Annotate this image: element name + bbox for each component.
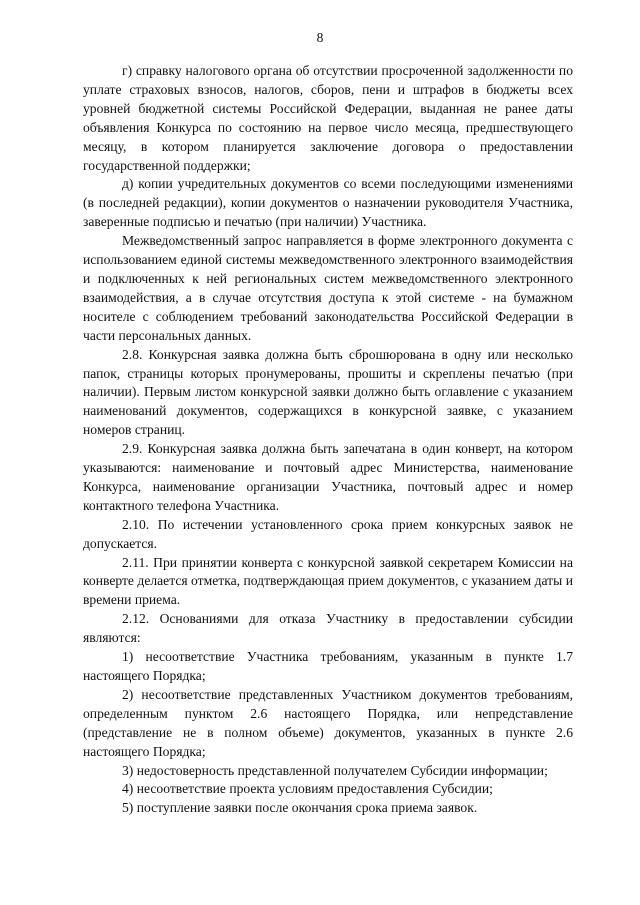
document-body [83,62,573,818]
paragraph-interagency-request: Межведомственный запрос направляется в форме электронного документа с использованием единой системы межведомственного электронного взаимодействия и подключенных к ней региональных систем межведомственного электронного взаимодействия, а в случае отсутствия доступа к этой системе - на бумажном носителе с соблюдением требований законодательства Российской Федерации в части персональных данных. [83,233,573,343]
paragraph-2-8: 2.8. Конкурсная заявка должна быть сброшюрована в одну или несколько папок, страницы которых пронумерованы, прошиты и скреплены печатью (при наличии). Первым листом конкурсной заявки должно быть оглавление с указанием наименований документов, содержащихся в конкурсной заявке, с указанием номеров страниц. [83,346,573,438]
paragraph-2-11: 2.11. При принятии конверта с конкурсной заявкой секретарем Комиссии на конверте делается отметка, подтверждающая прием документов, с указанием даты и времени приема. [83,554,573,608]
paragraph-item-d-founding-documents: д) копии учредительных документов со всеми последующими изменениями (в последней редакции), копии документов о назначении руководителя Участника, заверенные подписью и печатью (при наличии) Участника. [83,176,573,230]
paragraph-2-12: 2.12. Основаниями для отказа Участнику в предоставлении субсидии являются: [83,611,573,646]
list-item-1: 1) несоответствие Участника требованиям, указанным в пункте 1.7 настоящего Порядка; [83,649,573,683]
list-item-5: 5) поступление заявки после окончания срока приема заявок. [122,800,478,816]
list-item-4: 4) несоответствие проекта условиям предоставления Субсидии; [122,781,493,797]
list-item-3: 3) недостоверность представленной получателем Субсидии информации; [122,762,548,778]
page-number: 8 [316,30,324,45]
paragraph-2-10: 2.10. По истечении установленного срока прием конкурсных заявок не допускается. [83,516,573,551]
paragraph-2-9: 2.9. Конкурсная заявка должна быть запечатана в один конверт, на котором указываются: наименование и почтовый адрес Министерства, наименование Конкурса, наименование организации Участника, почтовый адрес и номер контактного телефона Участника. [83,441,573,513]
paragraph-item-g-tax-certificate: г) справку налогового органа об отсутствии просроченной задолженности по уплате страховых взносов, налогов, сборов, пени и штрафов в бюджеты всех уровней бюджетной системы Российской Федерации, выданная не ранее даты объявления Конкурса по состоянию на первое число месяца, предшествующего месяцу, в котором планируется заключение договора о предоставлении государственной поддержки; [83,63,573,173]
list-item-2: 2) несоответствие представленных Участником документов требованиям, определенным пунктом 2.6 настоящего Порядка, или непредставление (представление не в полном объеме) документов, указанных в пункте 2.6 настоящего Порядка; [83,686,573,759]
